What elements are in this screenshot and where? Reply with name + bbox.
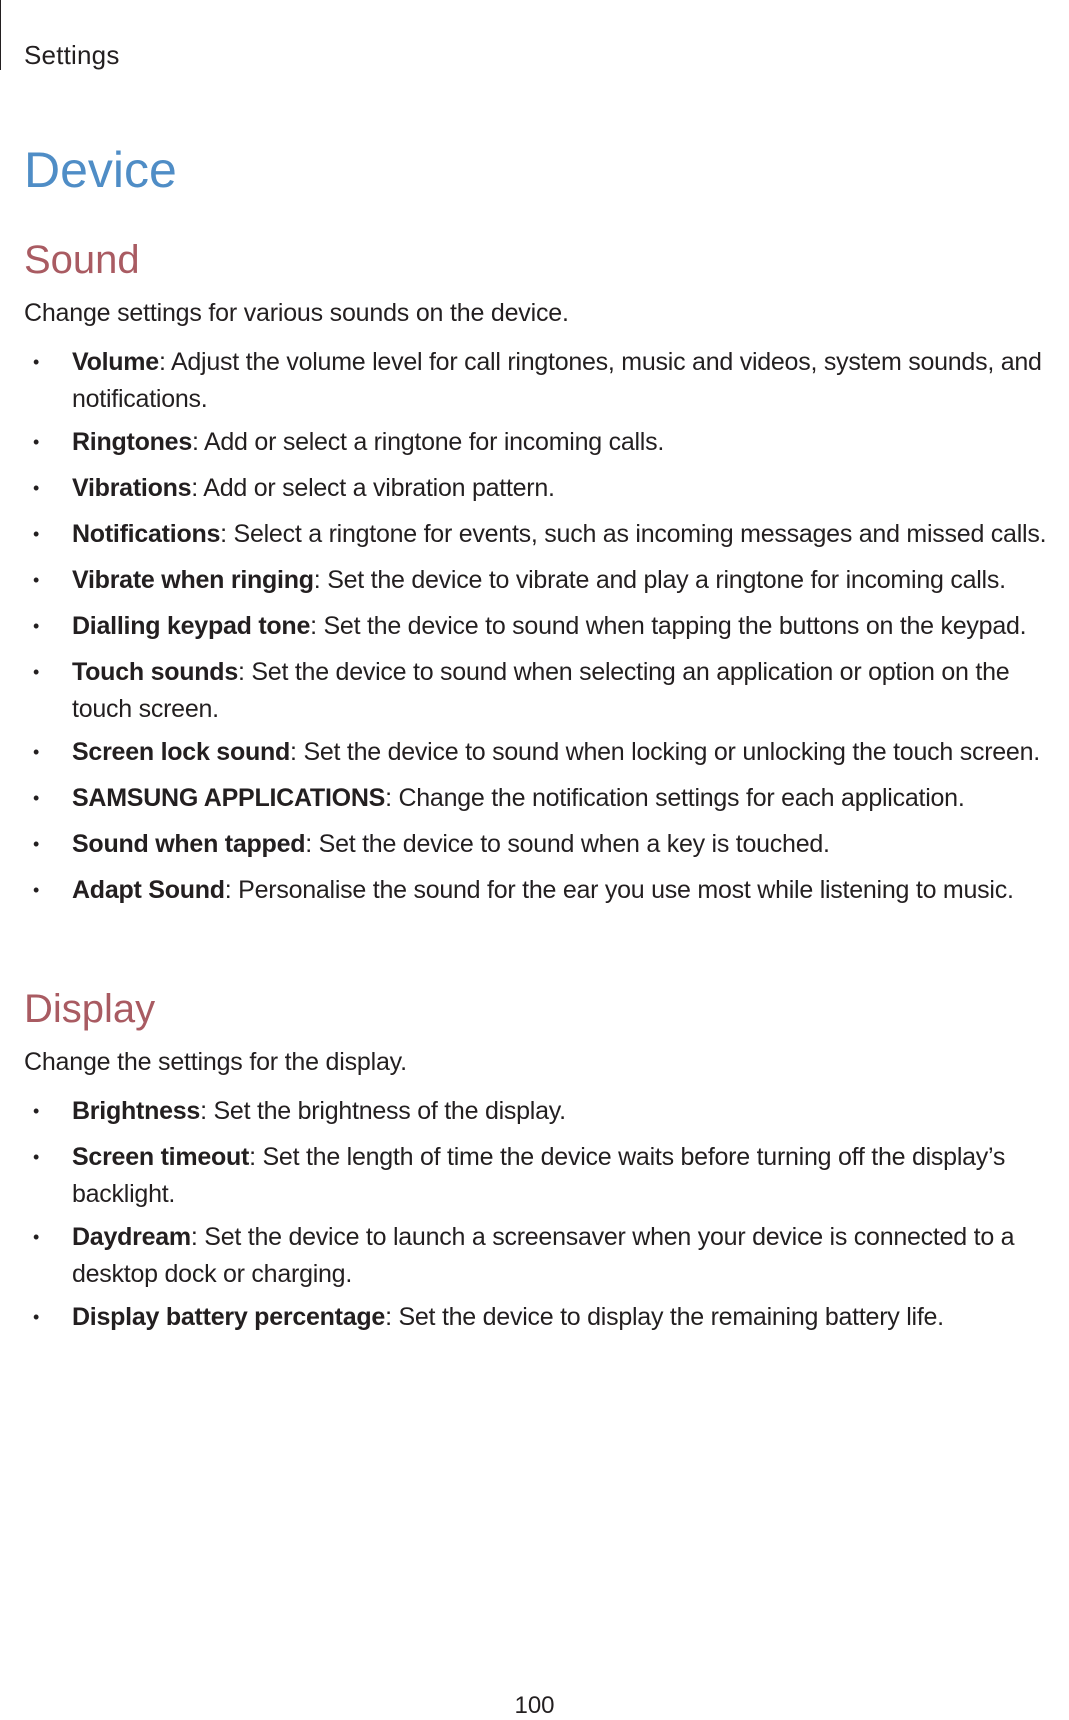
sound-section [24, 236, 1069, 918]
item-description: : Set the device to display the remaining battery life. [385, 1303, 944, 1331]
item-term: Dialling keypad tone [72, 612, 311, 640]
list-item [24, 1093, 1069, 1130]
list-item [24, 516, 1069, 553]
list-item [24, 826, 1069, 863]
item-description: : Set the length of time the device waits before turning off the display’s backlight. [72, 1143, 1006, 1208]
display-settings-list [24, 1093, 1069, 1336]
item-description: : Add or select a ringtone for incoming calls. [191, 428, 665, 456]
list-item [24, 608, 1069, 645]
list-item [24, 872, 1069, 909]
list-item [24, 470, 1069, 507]
item-description: : Set the device to sound when tapping the buttons on the keypad. [310, 612, 1027, 640]
item-term: Notifications [72, 520, 221, 548]
item-term: Daydream [72, 1223, 191, 1251]
item-term: Screen lock sound [72, 738, 291, 766]
list-item [24, 1299, 1069, 1336]
list-item [24, 1219, 1069, 1293]
item-description: : Personalise the sound for the ear you use most while listening to music. [224, 876, 1014, 904]
section-title-sound: Sound [24, 238, 140, 282]
item-description: : Add or select a vibration pattern. [191, 474, 555, 502]
section-intro-display: Change the settings for the display. [24, 1048, 407, 1076]
running-header: Settings [24, 40, 120, 70]
chapter-title: Device [24, 142, 177, 198]
page-number: 100 [514, 1692, 555, 1719]
list-item [24, 1139, 1069, 1213]
bullet-icon: • [33, 1227, 40, 1247]
item-description: : Set the device to sound when selecting an application or option on the touch screen. [72, 658, 1010, 723]
item-term: Volume [72, 348, 159, 376]
item-description: : Select a ringtone for events, such as incoming messages and missed calls. [220, 520, 1047, 548]
sound-settings-list [24, 344, 1069, 909]
list-item [24, 734, 1069, 771]
bullet-icon: • [33, 662, 40, 682]
item-term: Sound when tapped [72, 830, 306, 858]
bullet-icon: • [33, 616, 40, 636]
item-description: : Set the brightness of the display. [200, 1097, 566, 1125]
item-description: : Set the device to sound when a key is touched. [305, 830, 830, 858]
list-item [24, 562, 1069, 599]
bullet-icon: • [33, 742, 40, 762]
item-term: Vibrate when ringing [72, 566, 314, 594]
list-item [24, 424, 1069, 461]
bullet-icon: • [33, 352, 40, 372]
item-term: Touch sounds [72, 658, 238, 686]
list-item [24, 654, 1069, 728]
section-title-display: Display [24, 987, 156, 1031]
item-term: Screen timeout [72, 1143, 250, 1171]
section-intro-sound: Change settings for various sounds on the device. [24, 299, 569, 327]
display-section [24, 985, 1069, 1345]
item-term: SAMSUNG APPLICATIONS [72, 784, 386, 812]
item-term: Display battery percentage [72, 1303, 386, 1331]
bullet-icon: • [33, 570, 40, 590]
bullet-icon: • [33, 1101, 40, 1121]
item-term: Brightness [72, 1097, 201, 1125]
bullet-icon: • [33, 1307, 40, 1327]
item-description: : Set the device to sound when locking or unlocking the touch screen. [290, 738, 1040, 766]
item-description: : Set the device to vibrate and play a ringtone for incoming calls. [313, 566, 1006, 594]
item-description: : Change the notification settings for each application. [385, 784, 965, 812]
corner-rule [0, 0, 1, 70]
item-term: Adapt Sound [72, 876, 225, 904]
bullet-icon: • [33, 880, 40, 900]
item-term: Vibrations [72, 474, 192, 502]
bullet-icon: • [33, 834, 40, 854]
item-term: Ringtones [72, 428, 192, 456]
list-item [24, 780, 1069, 817]
list-item [24, 344, 1069, 418]
bullet-icon: • [33, 524, 40, 544]
bullet-icon: • [33, 788, 40, 808]
bullet-icon: • [33, 432, 40, 452]
bullet-icon: • [33, 1147, 40, 1167]
item-description: : Set the device to launch a screensaver when your device is connected to a desktop dock or charging. [72, 1223, 1015, 1288]
bullet-icon: • [33, 478, 40, 498]
item-description: : Adjust the volume level for call ringtones, music and videos, system sounds, and notifications. [72, 348, 1042, 413]
